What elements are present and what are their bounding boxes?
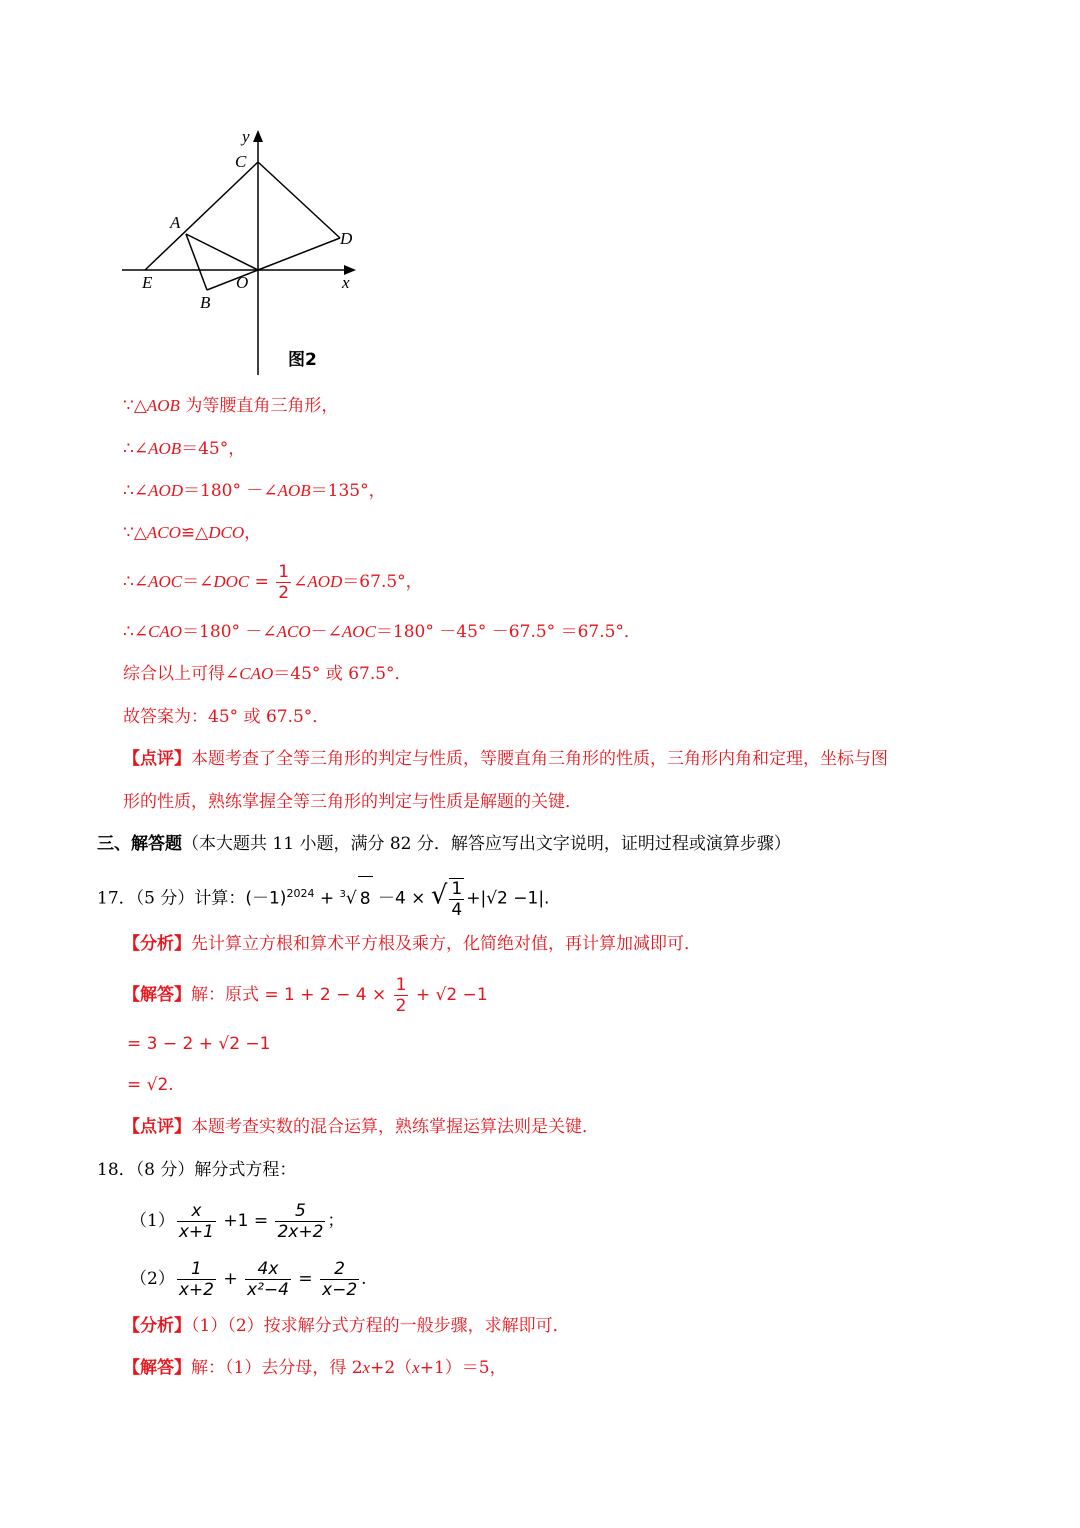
answer-17-line-2: = 3 − 2 + √2 −1 [127,1034,271,1054]
analysis-17: 【分析】先计算立方根和算术平方根及乘方，化简绝对值，再计算加减即可． [123,934,701,954]
y-axis-arrow [253,130,263,142]
figure-2 [110,120,370,385]
segment-OD [258,238,340,270]
comment-tag: 【点评】 [123,749,191,769]
segment-CD [258,162,340,238]
comment-16-line-2: 形的性质，熟练掌握全等三角形的判定与性质是解题的关键． [123,792,582,812]
segment-BO [207,270,258,290]
label-x: x [342,273,350,292]
question-18: 18．（8 分）解分式方程： [97,1160,297,1180]
answer-17-line-3: = √2. [127,1075,174,1095]
comment-17: 【点评】本题考查实数的混合运算，熟练掌握运算法则是关键． [123,1117,599,1137]
answer-18-line-1: 【解答】解：（1）去分母，得 2x+2（x+1）＝5， [123,1358,507,1378]
question-18-part-1: （1） $\frac{x}{x+1}$ +1 = $\frac{5}{2x+2}$ ； [130,1201,345,1242]
solution-line-6: ∴∠CAO＝180° －∠ACO－∠AOC＝180° －45° －67.5° ＝67.5°． [123,622,641,642]
figure-caption: 图2 [288,350,317,370]
label-D: D [340,229,353,248]
label-A: A [170,213,181,232]
solution-line-2: ∴∠AOB＝45°， [123,439,246,459]
analysis-18: 【分析】（1）（2）按求解分式方程的一般步骤，求解即可． [123,1316,570,1336]
question-18-part-2: （2） $\frac{1}{x+2}$ + $\frac{4x}{\text{x²−4}}$ = $\frac{2}{x-2}$ . [130,1259,367,1300]
comment-16-line-1: 【点评】本题考查了全等三角形的判定与性质，等腰直角三角形的性质，三角形内角和定理，坐标与图 [123,749,888,769]
solution-line-5: ∴∠AOC＝∠DOC = $\frac{1}{2}$ ∠AOD＝67.5°， [123,562,423,603]
solution-line-7: 综合以上可得∠CAO＝45° 或 67.5°． [123,664,412,684]
label-C: C [235,152,247,171]
question-17: 17．（5 分）计算：$(-1)^{2024} + ^3√$ 8 －4 × √ $\frac{1}{4}$ +|√2 −1|. [97,872,549,922]
segment-EC [145,162,258,270]
label-y: y [242,127,250,146]
label-E: E [142,273,153,292]
solution-line-1: ∵△AOB 为等腰直角三角形， [123,396,339,416]
answer-17-line-1: 【解答】解：原式 = 1 + 2 − 4 × $\frac{1}{2}$ + √2 −1 [123,975,488,1016]
label-O: O [236,273,249,292]
solution-line-8: 故答案为：45° 或 67.5°． [123,707,330,727]
label-B: B [200,293,211,312]
solution-line-4: ∵△ACO≌△DCO， [123,523,262,543]
section-3-heading: 三、解答题（本大题共 11 小题，满分 82 分．解答应写出文字说明，证明过程或演算步骤） [97,834,791,854]
solution-line-3: ∴∠AOD＝180° －∠AOB＝135°， [123,481,386,501]
